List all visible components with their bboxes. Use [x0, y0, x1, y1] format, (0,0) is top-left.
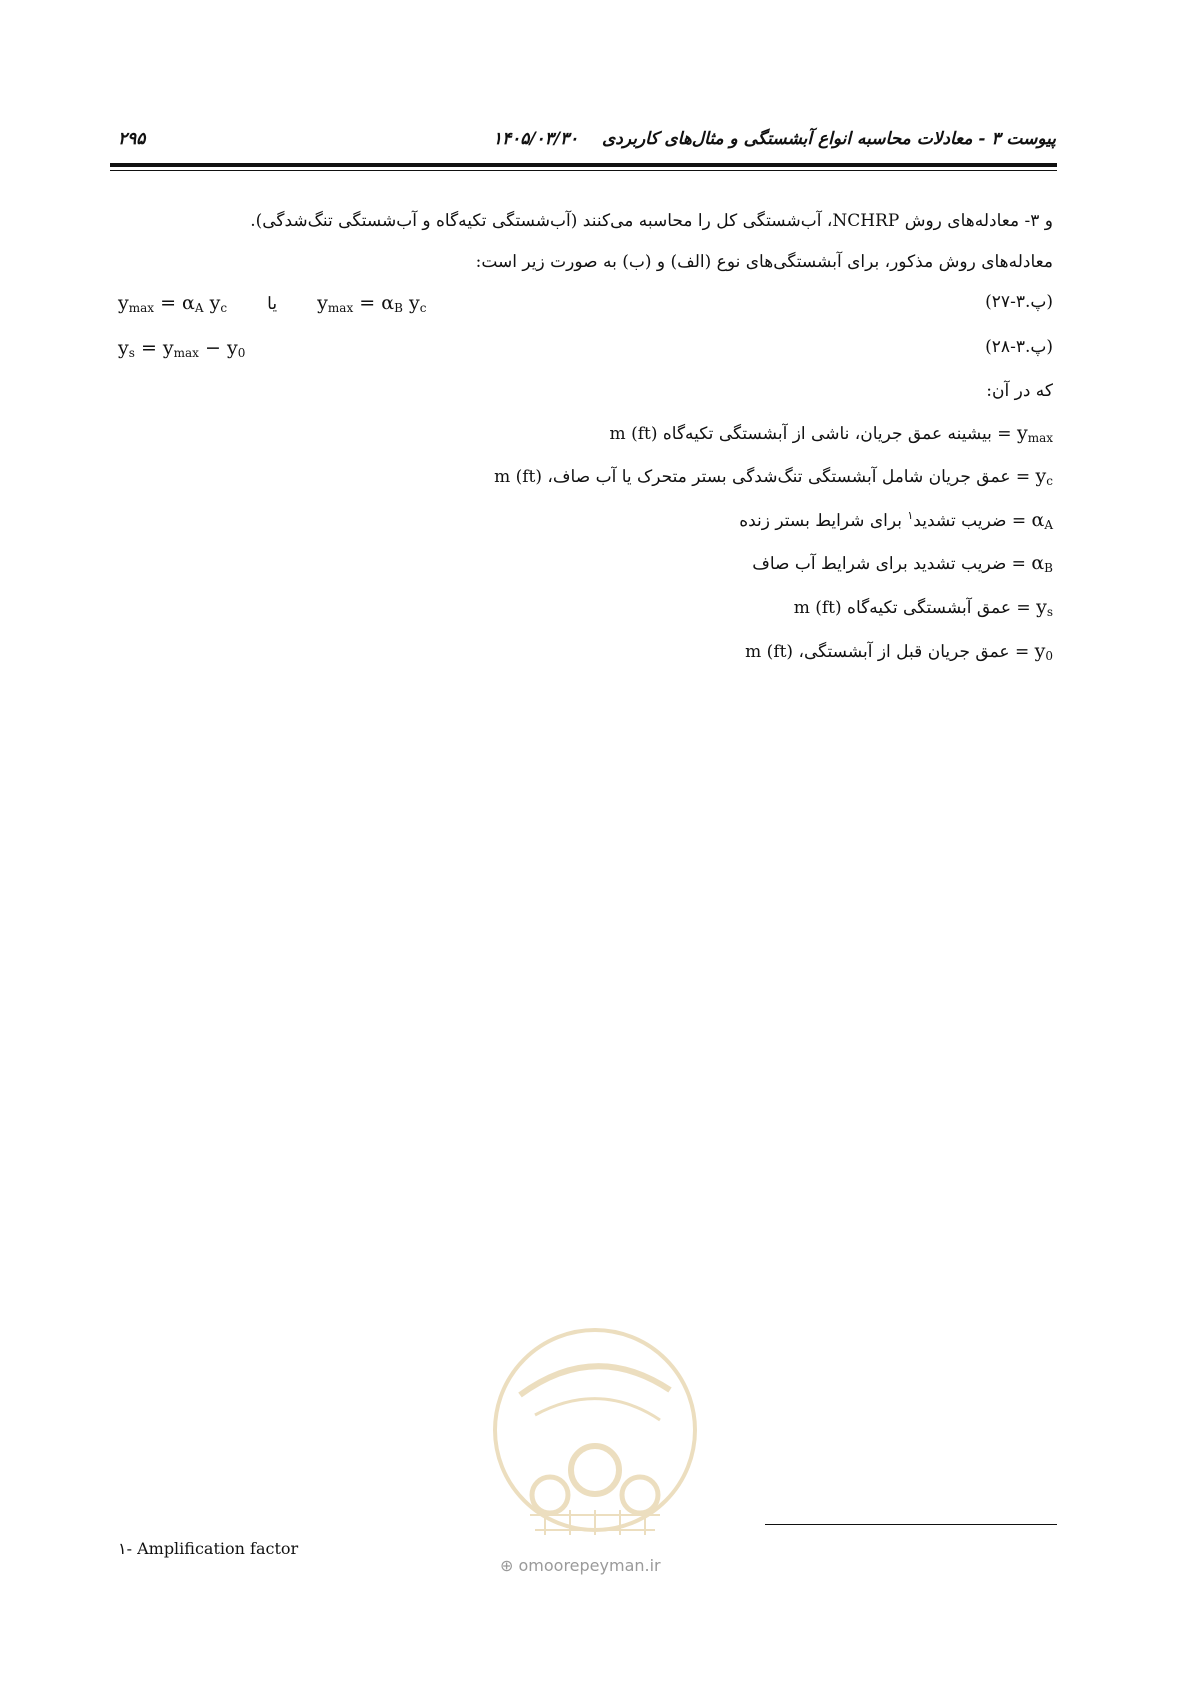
definition-ymax: $y_{max}$ = بیشینه عمق جریان، ناشی از آبشستگی تکیه‌گاه m (ft) [609, 422, 1053, 445]
globe-icon: ⊕ [500, 1556, 514, 1575]
definition-y0-text: عمق جریان قبل از آبشستگی، m (ft) [745, 642, 1010, 662]
definition-alpha-a: $\alpha_A$ = ضریب تشدید$^۱$ برای شرایط بستر زنده [739, 509, 1053, 532]
header-rule-thin [110, 170, 1057, 171]
definition-alpha-b-text: ضریب تشدید برای شرایط آب صاف [752, 554, 1007, 574]
equation-27: $y_{max} = \alpha_A$ $y_c$ یا $y_{max} = \alpha_B$ $y_c$ [118, 292, 427, 315]
footnote-marker: ۱ [907, 509, 914, 522]
running-header [493, 129, 1056, 149]
definition-alpha-a-text-rest: برای شرایط بستر زنده [739, 511, 908, 531]
definition-ymax-text: بیشینه عمق جریان، ناشی از آبشستگی تکیه‌گاه m (ft) [609, 424, 992, 444]
header-rule-thick [110, 163, 1057, 167]
definition-yc: $y_c$ = عمق جریان شامل آبشستگی تنگ‌شدگی بستر متحرک یا آب صاف، m (ft) [494, 465, 1053, 488]
definition-ys-text: عمق آبشستگی تکیه‌گاه m (ft) [793, 598, 1012, 618]
equation-28-number: (پ.۳-۲۸) [985, 337, 1053, 357]
body-line-1: و ۳- معادله‌های روش NCHRP، آب‌شستگی کل را محاسبه می‌کنند (آب‌شستگی تکیه‌گاه و آب‌شستگی تنگ‌شدگی). [250, 211, 1053, 231]
page-number: ۲۹۵ [118, 129, 146, 149]
footnote-text: ۱- Amplification factor [118, 1539, 299, 1558]
header-date: ۱۴۰۵/۰۳/۳۰ [492, 129, 579, 149]
header-title: پیوست ۳ - معادلات محاسبه انواع آبشستگی و مثال‌های کاربردی [601, 129, 1056, 149]
definition-alpha-a-text: ضریب تشدید [913, 511, 1007, 531]
where-label: که در آن: [986, 381, 1053, 401]
definition-yc-text: عمق جریان شامل آبشستگی تنگ‌شدگی بستر متحرک یا آب صاف، m (ft) [494, 467, 1011, 487]
watermark-url: ⊕ omoorepeyman.ir [500, 1556, 661, 1575]
equation-27-number: (پ.۳-۲۷) [985, 292, 1053, 312]
footnote-rule [765, 1524, 1057, 1525]
equation-28: $y_s = y_{max} - y_0$ [118, 337, 246, 360]
equation-connector: یا [267, 294, 278, 314]
body-line-2: معادله‌های روش مذکور، برای آبشستگی‌های نوع (الف) و (ب) به صورت زیر است: [475, 252, 1053, 272]
definition-y0: $y_0$ = عمق جریان قبل از آبشستگی، m (ft) [745, 640, 1053, 663]
definition-alpha-b: $\alpha_B$ = ضریب تشدید برای شرایط آب صاف [752, 552, 1053, 575]
definition-ys: $y_s$ = عمق آبشستگی تکیه‌گاه m (ft) [793, 596, 1053, 619]
